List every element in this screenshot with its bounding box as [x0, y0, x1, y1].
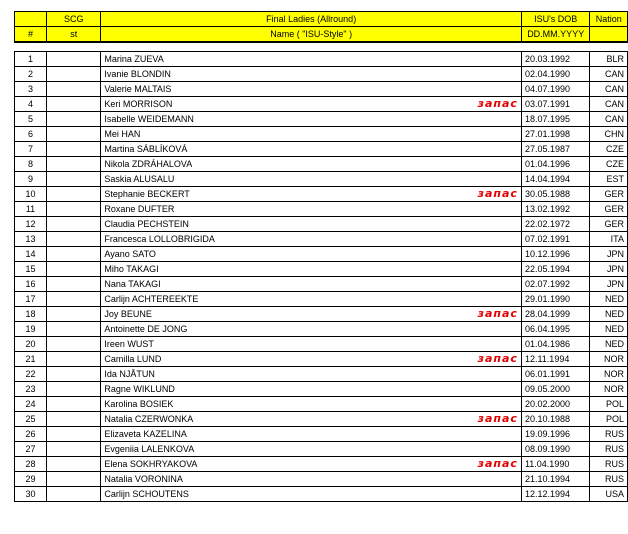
row-scg — [47, 247, 101, 262]
row-name-cell — [101, 217, 522, 232]
row-name-cell — [101, 427, 522, 442]
row-scg — [47, 232, 101, 247]
skater-name: Natalia CZERWONKA — [104, 414, 194, 424]
row-dob: 06.01.1991 — [521, 367, 590, 382]
row-nation: EST — [590, 172, 628, 187]
row-nation: RUS — [590, 472, 628, 487]
skater-name: Roxane DUFTER — [104, 204, 175, 214]
skater-name: Joy BEUNE — [104, 309, 152, 319]
table-row — [15, 457, 628, 472]
row-dob: 18.07.1995 — [521, 112, 590, 127]
row-name-cell — [101, 142, 522, 157]
row-number: 13 — [15, 232, 47, 247]
row-name-cell — [101, 472, 522, 487]
row-nation: NED — [590, 337, 628, 352]
table-row — [15, 112, 628, 127]
skater-name: Claudia PECHSTEIN — [104, 219, 189, 229]
row-dob: 30.05.1988 — [521, 187, 590, 202]
row-name-cell — [101, 157, 522, 172]
skater-name: Miho TAKAGI — [104, 264, 159, 274]
row-nation: NED — [590, 322, 628, 337]
row-scg — [47, 262, 101, 277]
header-st: st — [47, 27, 101, 43]
skater-name: Isabelle WEIDEMANN — [104, 114, 194, 124]
table-row — [15, 172, 628, 187]
skater-name: Francesca LOLLOBRIGIDA — [104, 234, 215, 244]
row-name-cell — [101, 262, 522, 277]
row-dob: 21.10.1994 — [521, 472, 590, 487]
table-row — [15, 382, 628, 397]
reserve-stamp: запас — [477, 352, 518, 365]
row-name-cell — [101, 487, 522, 502]
row-name-cell — [101, 67, 522, 82]
row-number: 27 — [15, 442, 47, 457]
row-number: 5 — [15, 112, 47, 127]
header-row-2 — [15, 27, 628, 43]
row-scg — [47, 82, 101, 97]
table-row — [15, 217, 628, 232]
row-dob: 02.07.1992 — [521, 277, 590, 292]
row-name-cell — [101, 442, 522, 457]
table-row — [15, 412, 628, 427]
row-scg — [47, 52, 101, 67]
table-row — [15, 307, 628, 322]
row-dob: 27.05.1987 — [521, 142, 590, 157]
header-dob-format: DD.MM.YYYY — [521, 27, 590, 43]
table-row — [15, 397, 628, 412]
row-name-cell — [101, 337, 522, 352]
row-scg — [47, 67, 101, 82]
row-scg — [47, 442, 101, 457]
row-number: 2 — [15, 67, 47, 82]
skater-name: Carlijn SCHOUTENS — [104, 489, 189, 499]
skater-name: Keri MORRISON — [104, 99, 173, 109]
table-row — [15, 187, 628, 202]
row-number: 28 — [15, 457, 47, 472]
row-scg — [47, 487, 101, 502]
row-dob: 13.02.1992 — [521, 202, 590, 217]
row-nation: CAN — [590, 112, 628, 127]
row-number: 15 — [15, 262, 47, 277]
row-scg — [47, 382, 101, 397]
row-dob: 19.09.1996 — [521, 427, 590, 442]
row-scg — [47, 367, 101, 382]
row-nation: RUS — [590, 442, 628, 457]
row-number: 3 — [15, 82, 47, 97]
row-dob: 03.07.1991 — [521, 97, 590, 112]
row-nation: ITA — [590, 232, 628, 247]
skater-name: Camilla LUND — [104, 354, 162, 364]
row-number: 1 — [15, 52, 47, 67]
skater-name: Mei HAN — [104, 129, 141, 139]
row-dob: 08.09.1990 — [521, 442, 590, 457]
row-dob: 27.01.1998 — [521, 127, 590, 142]
table-row — [15, 157, 628, 172]
row-number: 7 — [15, 142, 47, 157]
row-dob: 10.12.1996 — [521, 247, 590, 262]
row-dob: 22.05.1994 — [521, 262, 590, 277]
row-nation: NOR — [590, 352, 628, 367]
reserve-stamp: запас — [477, 97, 518, 110]
row-number: 23 — [15, 382, 47, 397]
row-scg — [47, 307, 101, 322]
table-row — [15, 337, 628, 352]
table-row — [15, 97, 628, 112]
row-number: 29 — [15, 472, 47, 487]
row-dob: 22.02.1972 — [521, 217, 590, 232]
row-scg — [47, 172, 101, 187]
skater-name: Saskia ALUSALU — [104, 174, 175, 184]
row-number: 16 — [15, 277, 47, 292]
row-scg — [47, 202, 101, 217]
row-dob: 04.07.1990 — [521, 82, 590, 97]
row-number: 4 — [15, 97, 47, 112]
table-row — [15, 142, 628, 157]
skater-name: Ragne WIKLUND — [104, 384, 175, 394]
skater-name: Carlijn ACHTEREEKTE — [104, 294, 199, 304]
skater-name: Stephanie BECKERT — [104, 189, 190, 199]
row-number: 26 — [15, 427, 47, 442]
row-dob: 11.04.1990 — [521, 457, 590, 472]
table-row — [15, 82, 628, 97]
row-number: 12 — [15, 217, 47, 232]
entry-list-sheet — [14, 11, 628, 502]
table-row — [15, 202, 628, 217]
row-nation: POL — [590, 397, 628, 412]
row-scg — [47, 217, 101, 232]
row-scg — [47, 112, 101, 127]
row-nation: BLR — [590, 52, 628, 67]
table-row — [15, 277, 628, 292]
row-nation: NOR — [590, 382, 628, 397]
table-row — [15, 367, 628, 382]
row-nation: GER — [590, 202, 628, 217]
row-dob: 28.04.1999 — [521, 307, 590, 322]
row-number: 22 — [15, 367, 47, 382]
header-title: Final Ladies (Allround) — [101, 12, 522, 27]
skater-name: Valerie MALTAIS — [104, 84, 172, 94]
row-name-cell — [101, 352, 522, 367]
table-row — [15, 442, 628, 457]
row-number: 19 — [15, 322, 47, 337]
row-scg — [47, 97, 101, 112]
row-number: 8 — [15, 157, 47, 172]
header-nation: Nation — [590, 12, 628, 27]
skater-name: Martina SÁBLÍKOVÁ — [104, 144, 188, 154]
skater-name: Elizaveta KAZELINA — [104, 429, 187, 439]
row-name-cell — [101, 457, 522, 472]
row-name-cell — [101, 112, 522, 127]
row-name-cell — [101, 307, 522, 322]
row-dob: 09.05.2000 — [521, 382, 590, 397]
row-number: 6 — [15, 127, 47, 142]
row-number: 17 — [15, 292, 47, 307]
skater-name: Elena SOKHRYAKOVA — [104, 459, 198, 469]
row-nation: RUS — [590, 457, 628, 472]
row-number: 25 — [15, 412, 47, 427]
row-dob: 20.03.1992 — [521, 52, 590, 67]
row-number: 18 — [15, 307, 47, 322]
row-dob: 01.04.1986 — [521, 337, 590, 352]
row-dob: 06.04.1995 — [521, 322, 590, 337]
row-scg — [47, 427, 101, 442]
header-dob: ISU's DOB — [521, 12, 590, 27]
skater-name: Ivanie BLONDIN — [104, 69, 171, 79]
table-row — [15, 322, 628, 337]
row-name-cell — [101, 412, 522, 427]
table-row — [15, 292, 628, 307]
table-row — [15, 232, 628, 247]
row-number: 10 — [15, 187, 47, 202]
row-number: 20 — [15, 337, 47, 352]
table-row — [15, 67, 628, 82]
row-number: 24 — [15, 397, 47, 412]
reserve-stamp: запас — [477, 187, 518, 200]
row-nation: CHN — [590, 127, 628, 142]
row-number: 14 — [15, 247, 47, 262]
row-nation: CAN — [590, 82, 628, 97]
row-scg — [47, 352, 101, 367]
row-nation: CZE — [590, 157, 628, 172]
row-nation: POL — [590, 412, 628, 427]
reserve-stamp: запас — [477, 307, 518, 320]
row-name-cell — [101, 82, 522, 97]
row-nation: CZE — [590, 142, 628, 157]
row-name-cell — [101, 127, 522, 142]
table-row — [15, 472, 628, 487]
spacer-row — [15, 42, 628, 52]
row-nation: RUS — [590, 427, 628, 442]
row-dob: 29.01.1990 — [521, 292, 590, 307]
table-row — [15, 262, 628, 277]
skater-name: Karolina BOSIEK — [104, 399, 174, 409]
row-number: 11 — [15, 202, 47, 217]
row-name-cell — [101, 52, 522, 67]
row-scg — [47, 187, 101, 202]
row-name-cell — [101, 187, 522, 202]
row-dob: 12.12.1994 — [521, 487, 590, 502]
row-scg — [47, 292, 101, 307]
skater-name: Ireen WUST — [104, 339, 154, 349]
row-name-cell — [101, 292, 522, 307]
row-name-cell — [101, 382, 522, 397]
entry-table — [14, 11, 628, 502]
row-name-cell — [101, 202, 522, 217]
header-num-blank — [15, 12, 47, 27]
skater-name: Evgeniia LALENKOVA — [104, 444, 195, 454]
row-nation: JPN — [590, 277, 628, 292]
row-dob: 12.11.1994 — [521, 352, 590, 367]
row-dob: 01.04.1996 — [521, 157, 590, 172]
row-scg — [47, 412, 101, 427]
row-dob: 02.04.1990 — [521, 67, 590, 82]
row-nation: CAN — [590, 97, 628, 112]
skater-name: Natalia VORONINA — [104, 474, 183, 484]
row-name-cell — [101, 277, 522, 292]
row-name-cell — [101, 247, 522, 262]
row-name-cell — [101, 232, 522, 247]
reserve-stamp: запас — [477, 457, 518, 470]
row-number: 30 — [15, 487, 47, 502]
row-nation: NED — [590, 307, 628, 322]
skater-name: Antoinette DE JONG — [104, 324, 188, 334]
table-row — [15, 487, 628, 502]
row-number: 9 — [15, 172, 47, 187]
reserve-stamp: запас — [477, 412, 518, 425]
row-name-cell — [101, 172, 522, 187]
row-scg — [47, 397, 101, 412]
row-name-cell — [101, 367, 522, 382]
row-nation: NED — [590, 292, 628, 307]
header-num: # — [15, 27, 47, 43]
header-name: Name ( "ISU-Style" ) — [101, 27, 522, 43]
row-scg — [47, 157, 101, 172]
row-name-cell — [101, 322, 522, 337]
row-scg — [47, 322, 101, 337]
header-scg: SCG — [47, 12, 101, 27]
row-scg — [47, 457, 101, 472]
row-scg — [47, 337, 101, 352]
table-row — [15, 247, 628, 262]
row-scg — [47, 127, 101, 142]
row-nation: GER — [590, 217, 628, 232]
row-dob: 14.04.1994 — [521, 172, 590, 187]
skater-name: Marina ZUEVA — [104, 54, 164, 64]
row-nation: NOR — [590, 367, 628, 382]
skater-name: Ida NJÅTUN — [104, 369, 155, 379]
row-dob: 20.02.2000 — [521, 397, 590, 412]
row-name-cell — [101, 397, 522, 412]
table-row — [15, 427, 628, 442]
row-dob: 20.10.1988 — [521, 412, 590, 427]
row-nation: CAN — [590, 67, 628, 82]
row-nation: JPN — [590, 262, 628, 277]
row-nation: USA — [590, 487, 628, 502]
skater-name: Nana TAKAGI — [104, 279, 161, 289]
row-name-cell — [101, 97, 522, 112]
skater-name: Ayano SATO — [104, 249, 156, 259]
row-number: 21 — [15, 352, 47, 367]
header-nation-blank — [590, 27, 628, 43]
row-scg — [47, 472, 101, 487]
row-scg — [47, 142, 101, 157]
row-nation: JPN — [590, 247, 628, 262]
row-scg — [47, 277, 101, 292]
skater-name: Nikola ZDRÁHALOVA — [104, 159, 193, 169]
table-row — [15, 127, 628, 142]
row-dob: 07.02.1991 — [521, 232, 590, 247]
row-nation: GER — [590, 187, 628, 202]
header-row-1 — [15, 12, 628, 27]
table-row — [15, 52, 628, 67]
table-row — [15, 352, 628, 367]
